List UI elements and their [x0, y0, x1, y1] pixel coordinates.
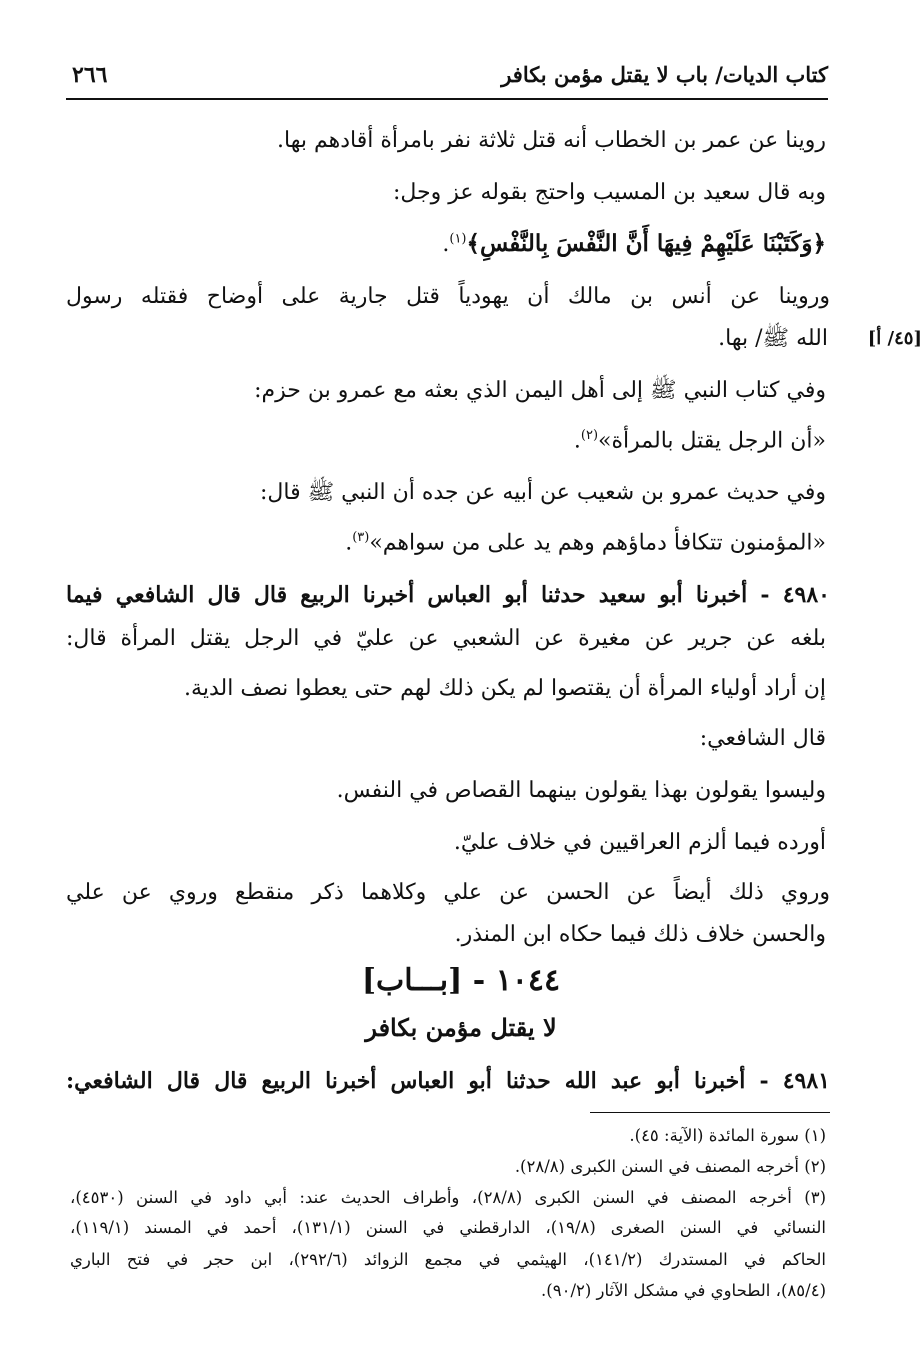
quran-verse: ﴿وَكَتَبْنَا عَلَيْهِمْ فِيهَا أَنَّ النَّفْسَ بِالنَّفْسِ﴾ [466, 230, 826, 257]
punctuation: . [573, 428, 581, 454]
text-line: أورده فيما ألزم العراقيين في خلاف عليّ. [453, 830, 826, 855]
footnote: الحاكم في المستدرك (١٤١/٢)، الهيثمي في مجمع الزوائد (٢٩٢/٦)، ابن حجر في فتح الباري [70, 1250, 826, 1269]
text-line: والحسن خلاف ذلك فيما حكاه ابن المنذر. [454, 922, 826, 947]
footnote-ref: (١) [449, 231, 467, 247]
chapter-subtitle: لا يقتل مؤمن بكافر [365, 1013, 557, 1042]
narration-line: ٤٩٨٠ - أخبرنا أبو سعيد حدثنا أبو العباس أخبرنا الربيع قال قال الشافعي فيما [66, 582, 830, 608]
text-line: وليسوا يقولون بهذا يقولون بينهما القصاص في النفس. [336, 778, 826, 803]
running-title: كتاب الديات/ باب لا يقتل مؤمن بكافر [501, 62, 828, 87]
quran-verse-line [442, 230, 826, 258]
footnote: (٣) أخرجه المصنف في السنن الكبرى (٢٨/٨)، وأطراف الحديث عند: أبي داود في السنن (٤٥٣٠)، [70, 1188, 826, 1207]
hadith-line [574, 428, 826, 455]
footnote: النسائي في السنن الصغرى (١٩/٨)، الدارقطني في السنن (١٣١/١)، أحمد في المسند (١١٩/١)، [70, 1218, 826, 1237]
text-line: الله ﷺ/ بها. [718, 326, 828, 351]
footnote-ref: (٢) [580, 428, 599, 443]
text-line: قال الشافعي: [699, 726, 826, 751]
page-header [66, 58, 828, 100]
hadith-text: «المؤمنون تتكافأ دماؤهم وهم يد على من سواهم» [369, 530, 826, 556]
footnote: (٨٥/٤)، الطحاوي في مشكل الآثار (٩٠/٢). [541, 1281, 826, 1300]
text-line: وفي كتاب النبي ﷺ إلى أهل اليمن الذي بعثه مع عمرو بن حزم: [254, 378, 826, 403]
chapter-title: ١٠٤٤ - [بـــاب] [361, 963, 561, 998]
text-line: وروينا عن أنس بن مالك أن يهودياً قتل جارية على أوضاح فقتله رسول [66, 284, 830, 309]
text-line: إن أراد أولياء المرأة أن يقتصوا لم يكن ذلك لهم حتى يعطوا نصف الدية. [184, 676, 826, 701]
text-line: وبه قال سعيد بن المسيب واحتج بقوله عز وجل: [392, 180, 826, 205]
punctuation: . [442, 232, 450, 257]
punctuation: . [345, 530, 353, 556]
footnote: (٢) أخرجه المصنف في السنن الكبرى (٢٨/٨). [514, 1157, 826, 1176]
footnote-ref: (٣) [352, 530, 370, 545]
margin-folio-note: [٤٥/ أ] [867, 328, 922, 349]
footnote: (١) سورة المائدة (الآية: ٤٥). [629, 1126, 826, 1145]
footnote-divider [590, 1112, 830, 1113]
text-line: بلغه عن جرير عن مغيرة عن الشعبي عن عليّ في الرجل يقتل المرأة قال: [66, 626, 826, 651]
narration-line: ٤٩٨١ - أخبرنا أبو عبد الله حدثنا أبو العباس أخبرنا الربيع قال قال الشافعي: [66, 1068, 830, 1094]
page-number: ٢٦٦ [72, 62, 108, 88]
hadith-text: «أن الرجل يقتل بالمرأة» [598, 428, 826, 454]
text-line: روينا عن عمر بن الخطاب أنه قتل ثلاثة نفر بامرأة أقادهم بها. [277, 128, 826, 153]
text-line: وفي حديث عمرو بن شعيب عن أبيه عن جده أن النبي ﷺ قال: [259, 480, 826, 505]
hadith-line [345, 530, 826, 557]
text-line: وروي ذلك أيضاً عن الحسن عن علي وكلاهما ذكر منقطع وروي عن علي [66, 880, 830, 905]
